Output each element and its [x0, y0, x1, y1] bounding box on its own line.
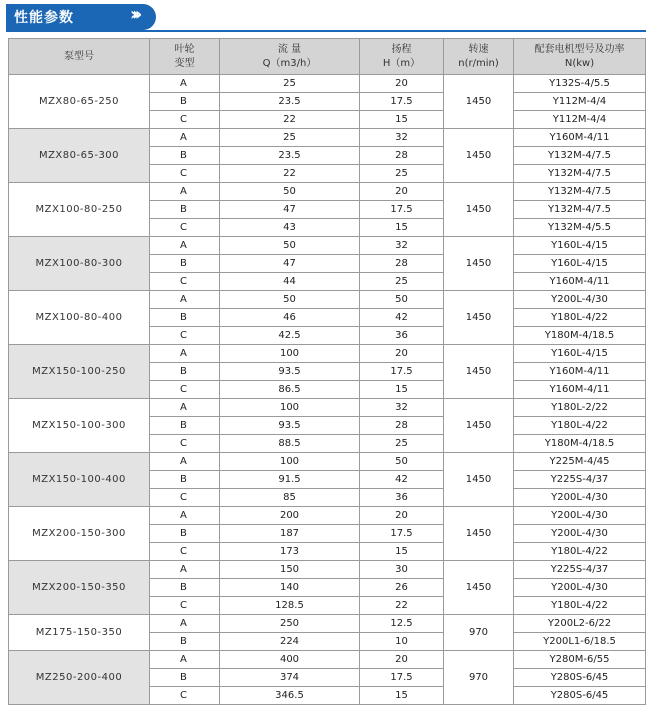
header-head: 扬程 H（m） — [360, 39, 444, 75]
head-cell: 36 — [360, 489, 444, 507]
table-header-row — [9, 39, 646, 75]
variant-cell: B — [150, 417, 220, 435]
table-row — [9, 183, 646, 201]
head-cell: 25 — [360, 165, 444, 183]
flow-cell: 128.5 — [220, 597, 360, 615]
flow-cell: 50 — [220, 237, 360, 255]
pump-model-cell: MZX80-65-300 — [9, 129, 150, 183]
motor-cell: Y180M-4/18.5 — [514, 435, 646, 453]
motor-cell: Y200L-4/30 — [514, 525, 646, 543]
pump-model-cell: MZX150-100-300 — [9, 399, 150, 453]
performance-table — [8, 38, 646, 705]
variant-cell: B — [150, 201, 220, 219]
head-cell: 36 — [360, 327, 444, 345]
flow-cell: 346.5 — [220, 687, 360, 705]
head-cell: 32 — [360, 237, 444, 255]
header-motor: 配套电机型号及功率 N(kw) — [514, 39, 646, 75]
motor-cell: Y280S-6/45 — [514, 669, 646, 687]
motor-cell: Y180L-2/22 — [514, 399, 646, 417]
variant-cell: B — [150, 471, 220, 489]
head-cell: 30 — [360, 561, 444, 579]
variant-cell: B — [150, 309, 220, 327]
motor-cell: Y160M-4/11 — [514, 273, 646, 291]
motor-cell: Y132M-4/7.5 — [514, 165, 646, 183]
table-row — [9, 561, 646, 579]
variant-cell: B — [150, 579, 220, 597]
table-row — [9, 651, 646, 669]
flow-cell: 173 — [220, 543, 360, 561]
variant-cell: A — [150, 453, 220, 471]
head-cell: 26 — [360, 579, 444, 597]
pump-model-cell: MZX100-80-400 — [9, 291, 150, 345]
motor-cell: Y160L-4/15 — [514, 237, 646, 255]
double-chevron-right-icon: ››› — [130, 4, 138, 25]
flow-cell: 22 — [220, 165, 360, 183]
variant-cell: C — [150, 543, 220, 561]
head-cell: 15 — [360, 381, 444, 399]
head-cell: 12.5 — [360, 615, 444, 633]
variant-cell: A — [150, 291, 220, 309]
motor-cell: Y225M-4/45 — [514, 453, 646, 471]
variant-cell: C — [150, 435, 220, 453]
flow-cell: 44 — [220, 273, 360, 291]
motor-cell: Y160L-4/15 — [514, 345, 646, 363]
pump-model-cell: MZX80-65-250 — [9, 75, 150, 129]
head-cell: 28 — [360, 147, 444, 165]
variant-cell: A — [150, 507, 220, 525]
head-cell: 50 — [360, 291, 444, 309]
flow-cell: 23.5 — [220, 93, 360, 111]
variant-cell: A — [150, 129, 220, 147]
flow-cell: 42.5 — [220, 327, 360, 345]
motor-cell: Y132M-4/7.5 — [514, 201, 646, 219]
speed-cell: 1450 — [444, 453, 514, 507]
header-speed: 转速 n(r/min) — [444, 39, 514, 75]
motor-cell: Y200L2-6/22 — [514, 615, 646, 633]
motor-cell: Y200L1-6/18.5 — [514, 633, 646, 651]
flow-cell: 250 — [220, 615, 360, 633]
flow-cell: 25 — [220, 129, 360, 147]
motor-cell: Y225S-4/37 — [514, 561, 646, 579]
head-cell: 20 — [360, 75, 444, 93]
variant-cell: B — [150, 93, 220, 111]
section-header — [6, 4, 156, 30]
variant-cell: C — [150, 219, 220, 237]
speed-cell: 1450 — [444, 291, 514, 345]
flow-cell: 86.5 — [220, 381, 360, 399]
head-cell: 50 — [360, 453, 444, 471]
header-variant: 叶轮 变型 — [150, 39, 220, 75]
flow-cell: 93.5 — [220, 363, 360, 381]
head-cell: 32 — [360, 399, 444, 417]
motor-cell: Y200L-4/30 — [514, 579, 646, 597]
head-cell: 42 — [360, 309, 444, 327]
head-cell: 15 — [360, 543, 444, 561]
flow-cell: 224 — [220, 633, 360, 651]
variant-cell: A — [150, 561, 220, 579]
motor-cell: Y180L-4/22 — [514, 417, 646, 435]
pump-model-cell: MZX200-150-300 — [9, 507, 150, 561]
motor-cell: Y160L-4/15 — [514, 255, 646, 273]
flow-cell: 150 — [220, 561, 360, 579]
speed-cell: 1450 — [444, 129, 514, 183]
head-cell: 17.5 — [360, 93, 444, 111]
head-cell: 15 — [360, 219, 444, 237]
variant-cell: C — [150, 687, 220, 705]
head-cell: 17.5 — [360, 669, 444, 687]
variant-cell: C — [150, 273, 220, 291]
variant-cell: B — [150, 633, 220, 651]
motor-cell: Y200L-4/30 — [514, 489, 646, 507]
head-cell: 25 — [360, 435, 444, 453]
section-title: 性能参数 — [14, 10, 74, 26]
table-row — [9, 453, 646, 471]
pump-model-cell: MZ175-150-350 — [9, 615, 150, 651]
table-row — [9, 615, 646, 633]
motor-cell: Y160M-4/11 — [514, 363, 646, 381]
motor-cell: Y160M-4/11 — [514, 129, 646, 147]
flow-cell: 100 — [220, 399, 360, 417]
table-row — [9, 345, 646, 363]
motor-cell: Y132M-4/7.5 — [514, 147, 646, 165]
flow-cell: 91.5 — [220, 471, 360, 489]
flow-cell: 88.5 — [220, 435, 360, 453]
variant-cell: C — [150, 165, 220, 183]
variant-cell: A — [150, 75, 220, 93]
head-cell: 15 — [360, 687, 444, 705]
pump-model-cell: MZX150-100-400 — [9, 453, 150, 507]
motor-cell: Y132S-4/5.5 — [514, 75, 646, 93]
table-row — [9, 237, 646, 255]
flow-cell: 50 — [220, 291, 360, 309]
speed-cell: 970 — [444, 651, 514, 705]
flow-cell: 93.5 — [220, 417, 360, 435]
variant-cell: C — [150, 597, 220, 615]
flow-cell: 47 — [220, 255, 360, 273]
flow-cell: 23.5 — [220, 147, 360, 165]
variant-cell: A — [150, 237, 220, 255]
pump-model-cell: MZX100-80-250 — [9, 183, 150, 237]
motor-cell: Y225S-4/37 — [514, 471, 646, 489]
variant-cell: A — [150, 399, 220, 417]
table-row — [9, 75, 646, 93]
flow-cell: 46 — [220, 309, 360, 327]
head-cell: 17.5 — [360, 363, 444, 381]
speed-cell: 1450 — [444, 75, 514, 129]
head-cell: 28 — [360, 255, 444, 273]
variant-cell: C — [150, 489, 220, 507]
motor-cell: Y180M-4/18.5 — [514, 327, 646, 345]
head-cell: 25 — [360, 273, 444, 291]
head-cell: 32 — [360, 129, 444, 147]
motor-cell: Y180L-4/22 — [514, 597, 646, 615]
motor-cell: Y280S-6/45 — [514, 687, 646, 705]
flow-cell: 25 — [220, 75, 360, 93]
variant-cell: B — [150, 363, 220, 381]
flow-cell: 200 — [220, 507, 360, 525]
table-row — [9, 399, 646, 417]
header-flow: 流 量 Q（m3/h） — [220, 39, 360, 75]
header-model: 泵型号 — [9, 39, 150, 75]
table-row — [9, 507, 646, 525]
flow-cell: 47 — [220, 201, 360, 219]
speed-cell: 1450 — [444, 399, 514, 453]
head-cell: 20 — [360, 507, 444, 525]
speed-cell: 1450 — [444, 561, 514, 615]
speed-cell: 1450 — [444, 507, 514, 561]
variant-cell: B — [150, 255, 220, 273]
pump-model-cell: MZX200-150-350 — [9, 561, 150, 615]
variant-cell: B — [150, 147, 220, 165]
speed-cell: 1450 — [444, 183, 514, 237]
motor-cell: Y180L-4/22 — [514, 543, 646, 561]
flow-cell: 22 — [220, 111, 360, 129]
motor-cell: Y132M-4/7.5 — [514, 183, 646, 201]
motor-cell: Y112M-4/4 — [514, 111, 646, 129]
pump-model-cell: MZ250-200-400 — [9, 651, 150, 705]
speed-cell: 1450 — [444, 345, 514, 399]
flow-cell: 374 — [220, 669, 360, 687]
head-cell: 15 — [360, 111, 444, 129]
table-row — [9, 129, 646, 147]
head-cell: 20 — [360, 345, 444, 363]
motor-cell: Y200L-4/30 — [514, 507, 646, 525]
flow-cell: 85 — [220, 489, 360, 507]
variant-cell: B — [150, 669, 220, 687]
flow-cell: 43 — [220, 219, 360, 237]
head-cell: 42 — [360, 471, 444, 489]
head-cell: 20 — [360, 651, 444, 669]
speed-cell: 970 — [444, 615, 514, 651]
flow-cell: 187 — [220, 525, 360, 543]
motor-cell: Y112M-4/4 — [514, 93, 646, 111]
variant-cell: A — [150, 345, 220, 363]
table-body — [9, 75, 646, 705]
variant-cell: C — [150, 381, 220, 399]
motor-cell: Y200L-4/30 — [514, 291, 646, 309]
variant-cell: C — [150, 327, 220, 345]
variant-cell: B — [150, 525, 220, 543]
variant-cell: A — [150, 651, 220, 669]
variant-cell: A — [150, 615, 220, 633]
flow-cell: 400 — [220, 651, 360, 669]
header-underline — [6, 30, 646, 32]
variant-cell: C — [150, 111, 220, 129]
motor-cell: Y160M-4/11 — [514, 381, 646, 399]
head-cell: 17.5 — [360, 525, 444, 543]
flow-cell: 100 — [220, 453, 360, 471]
head-cell: 20 — [360, 183, 444, 201]
motor-cell: Y280M-6/55 — [514, 651, 646, 669]
head-cell: 10 — [360, 633, 444, 651]
head-cell: 17.5 — [360, 201, 444, 219]
flow-cell: 100 — [220, 345, 360, 363]
head-cell: 22 — [360, 597, 444, 615]
variant-cell: A — [150, 183, 220, 201]
pump-model-cell: MZX100-80-300 — [9, 237, 150, 291]
flow-cell: 140 — [220, 579, 360, 597]
table-row — [9, 291, 646, 309]
motor-cell: Y180L-4/22 — [514, 309, 646, 327]
flow-cell: 50 — [220, 183, 360, 201]
motor-cell: Y132M-4/5.5 — [514, 219, 646, 237]
speed-cell: 1450 — [444, 237, 514, 291]
head-cell: 28 — [360, 417, 444, 435]
pump-model-cell: MZX150-100-250 — [9, 345, 150, 399]
